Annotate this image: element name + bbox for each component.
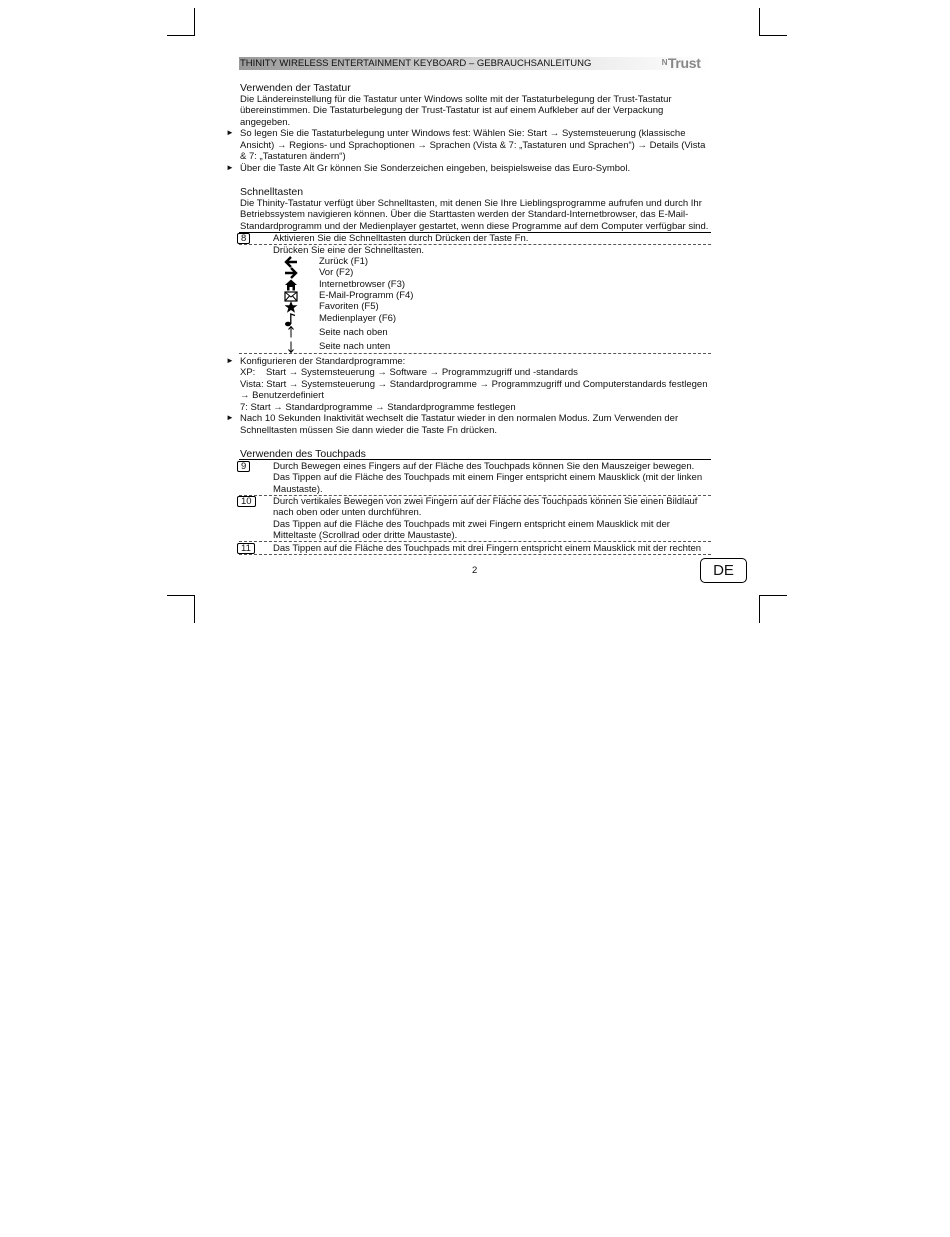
crop-mark (759, 8, 760, 36)
logo-text: Trust (667, 55, 701, 71)
paragraph-line: übereinstimmen. Die Tastaturbelegung der Trust-Tastatur ist auf einem Aufkleber auf der Verpackung (240, 105, 664, 116)
shortcut-label: Medienplayer (F6) (319, 313, 397, 324)
step-number: 10 (237, 496, 256, 507)
paragraph-line: Konfigurieren der Standardprogramme: (240, 356, 406, 367)
header-title: THINITY WIRELESS ENTERTAINMENT KEYBOARD – GEBRAUCHSANLEITUNG (240, 58, 592, 69)
shortcut-label: Vor (F2) (319, 267, 354, 278)
divider (239, 459, 711, 460)
paragraph-line: Die Ländereinstellung für die Tastatur unter Windows sollte mit der Tastaturbelegung der Trust-Tastatur (240, 94, 672, 105)
step-text: Mitteltaste (Scrollrad oder dritte Maustaste). (273, 530, 458, 541)
paragraph-line: 7: Start → Standardprogramme → Standardprogramme festlegen (240, 402, 516, 413)
shortcut-label: Seite nach unten (319, 341, 391, 352)
shortcut-label: Seite nach oben (319, 327, 388, 338)
paragraph-line: Nach 10 Sekunden Inaktivität wechselt die Tastatur wieder in den normalen Modus. Zum Verwenden der (240, 413, 679, 424)
section-heading: Verwenden der Tastatur (240, 82, 351, 94)
crop-mark (194, 8, 195, 36)
step-text: Das Tippen auf die Fläche des Touchpads mit drei Fingern entspricht einem Mausklick mit der rechten (273, 543, 702, 554)
xp-label: XP: (240, 367, 256, 378)
paragraph-line: angegeben. (240, 117, 291, 128)
language-badge: DE (700, 558, 747, 583)
step-number: 8 (237, 233, 250, 244)
crop-mark (167, 595, 195, 596)
paragraph-line: So legen Sie die Tastaturbelegung unter Windows fest: Wählen Sie: Start → Systemsteuerung (klassische (240, 128, 686, 139)
step-text: Maustaste). (273, 484, 323, 495)
paragraph-line: Ansicht) → Regions- und Sprachoptionen → Sprachen (Vista & 7: „Tastaturen und Sprachen“) → Details (Vista (240, 140, 706, 151)
logo-mark: ᴺ (662, 57, 667, 71)
crop-mark (759, 35, 787, 36)
paragraph-line: & 7: „Tastaturen ändern“) (240, 151, 346, 162)
step-text: Durch Bewegen eines Fingers auf der Fläche des Touchpads können Sie den Mauszeiger bewegen. (273, 461, 695, 472)
step-text: nach oben oder unten durchführen. (273, 507, 422, 518)
section-heading: Verwenden des Touchpads (240, 448, 366, 460)
step-text: Das Tippen auf die Fläche des Touchpads mit zwei Fingern entspricht einem Mausklick mit der (273, 519, 670, 530)
shortcut-label: E-Mail-Programm (F4) (319, 290, 414, 301)
step-text: Aktivieren Sie die Schnelltasten durch Drücken der Taste Fn. (273, 233, 529, 244)
step-number: 11 (237, 543, 255, 554)
paragraph-line: Standardprogramm und der Medienplayer gestartet, wenn diese Programme auf dem Computer verfügbar sind. (240, 221, 709, 232)
divider (239, 353, 711, 354)
step-number: 9 (237, 461, 250, 472)
page-number: 2 (472, 565, 478, 576)
paragraph-line: Schnelltasten müssen Sie dann wieder die Taste Fn drücken. (240, 425, 498, 436)
paragraph-line: Start → Systemsteuerung → Software → Programmzugriff und -standards (266, 367, 578, 378)
music-note-icon (284, 313, 298, 327)
step-text: Drücken Sie eine der Schnelltasten. (273, 245, 425, 256)
divider (239, 554, 711, 555)
paragraph-line: Vista: Start → Systemsteuerung → Standardprogramme → Programmzugriff und Computerstandards festlegen (240, 379, 708, 390)
paragraph-line: Betriebssystem navigieren können. Über die Starttasten werden der Standard-Internetbrowser, das E-Mail- (240, 209, 689, 220)
bullet-icon: ► (226, 413, 234, 422)
paragraph-line: → Benutzerdefiniert (240, 390, 324, 401)
step-text: Das Tippen auf die Fläche des Touchpads mit einem Finger entspricht einem Mausklick (mit der linken (273, 472, 703, 483)
crop-mark (759, 595, 760, 623)
arrow-down-icon (284, 341, 298, 353)
paragraph-line: Über die Taste Alt Gr können Sie Sonderzeichen eingeben, beispielsweise das Euro-Symbol. (240, 163, 631, 174)
bullet-icon: ► (226, 356, 234, 365)
star-icon (284, 301, 298, 313)
shortcut-label: Internetbrowser (F3) (319, 279, 406, 290)
step-text: Durch vertikales Bewegen von zwei Fingern auf der Fläche des Touchpads können Sie einen Bildlauf (273, 496, 698, 507)
crop-mark (194, 595, 195, 623)
bullet-icon: ► (226, 128, 234, 137)
section-heading: Schnelltasten (240, 186, 304, 198)
bullet-icon: ► (226, 163, 234, 172)
trust-logo (662, 55, 701, 71)
arrow-up-icon (284, 326, 298, 338)
crop-mark (167, 35, 195, 36)
shortcut-label: Favoriten (F5) (319, 301, 379, 312)
divider (239, 541, 711, 542)
crop-mark (759, 595, 787, 596)
shortcut-label: Zurück (F1) (319, 256, 369, 267)
paragraph-line: Die Thinity-Tastatur verfügt über Schnelltasten, mit denen Sie Ihre Lieblingsprogramme aufrufen und durch Ihr (240, 198, 702, 209)
arrow-right-icon (284, 267, 298, 279)
